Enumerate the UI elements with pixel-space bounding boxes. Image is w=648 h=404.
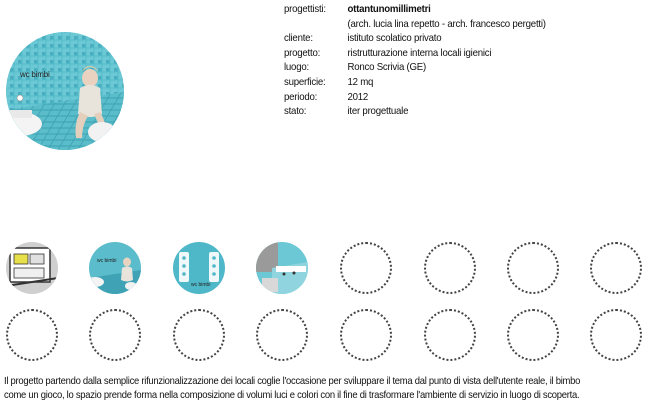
info-row xyxy=(284,60,546,75)
info-key: progetto: xyxy=(284,46,321,59)
empty-thumbnail-slot[interactable] xyxy=(340,309,392,361)
empty-thumbnail-slot[interactable] xyxy=(507,242,559,294)
thumbnail-plan[interactable] xyxy=(6,242,58,294)
info-row xyxy=(284,90,546,105)
info-key: periodo: xyxy=(284,90,318,103)
info-row xyxy=(284,104,546,119)
info-key: cliente: xyxy=(284,32,313,45)
empty-thumbnail-slot[interactable] xyxy=(424,309,476,361)
info-key: luogo: xyxy=(284,61,309,74)
empty-thumbnail-slot[interactable] xyxy=(6,309,58,361)
info-value: Ronco Scrivia (GE) xyxy=(347,61,427,74)
info-key: progettisti: xyxy=(284,3,326,15)
hero-label: wc bimbi xyxy=(20,70,50,79)
empty-thumbnail-slot[interactable] xyxy=(507,309,559,361)
info-value: istituto scolatico privato xyxy=(347,32,442,45)
info-row xyxy=(284,75,546,90)
description-line-1: Il progetto partendo dalla semplice rifunzionalizzazione dei locali coglie l'occasione per sviluppare il tema dal punto di vista dell'utente reale, il bimbo xyxy=(4,375,581,387)
empty-thumbnail-slot[interactable] xyxy=(590,309,642,361)
info-value: ottantunomillimetri xyxy=(347,3,431,15)
thumbnail-label: wc bimbi xyxy=(97,258,117,264)
info-value: 2012 xyxy=(347,90,369,103)
thumbnail-render[interactable] xyxy=(256,242,308,294)
info-value: iter progettuale xyxy=(347,105,409,118)
empty-thumbnail-slot[interactable] xyxy=(256,309,308,361)
info-key xyxy=(284,17,347,32)
description-line-2: come un gioco, lo spazio prende forma nella composizione di volumi luci e colori con il fine di trasformare l'ambiente di servizio in luogo di scoperta. xyxy=(4,389,580,401)
thumbnail-tiles[interactable] xyxy=(173,242,225,294)
empty-thumbnail-slot[interactable] xyxy=(424,242,476,294)
empty-thumbnail-slot[interactable] xyxy=(340,242,392,294)
project-info xyxy=(284,2,546,119)
thumbnail-label: wc bimbi xyxy=(191,282,211,288)
empty-thumbnail-slot[interactable] xyxy=(590,242,642,294)
thumbnail-child[interactable] xyxy=(89,242,141,294)
info-value: 12 mq xyxy=(347,75,374,88)
info-value: ristrutturazione interna locali igienici xyxy=(347,46,492,59)
info-key: stato: xyxy=(284,105,307,118)
info-row xyxy=(284,46,546,61)
project-description xyxy=(4,374,587,402)
info-row xyxy=(284,2,546,17)
hero-image xyxy=(6,32,124,150)
empty-thumbnail-slot[interactable] xyxy=(173,309,225,361)
info-row xyxy=(284,17,546,32)
info-value: (arch. lucia lina repetto - arch. francesco pergetti) xyxy=(347,17,546,30)
empty-thumbnail-slot[interactable] xyxy=(89,309,141,361)
info-row xyxy=(284,31,546,46)
info-key: superficie: xyxy=(284,75,326,88)
